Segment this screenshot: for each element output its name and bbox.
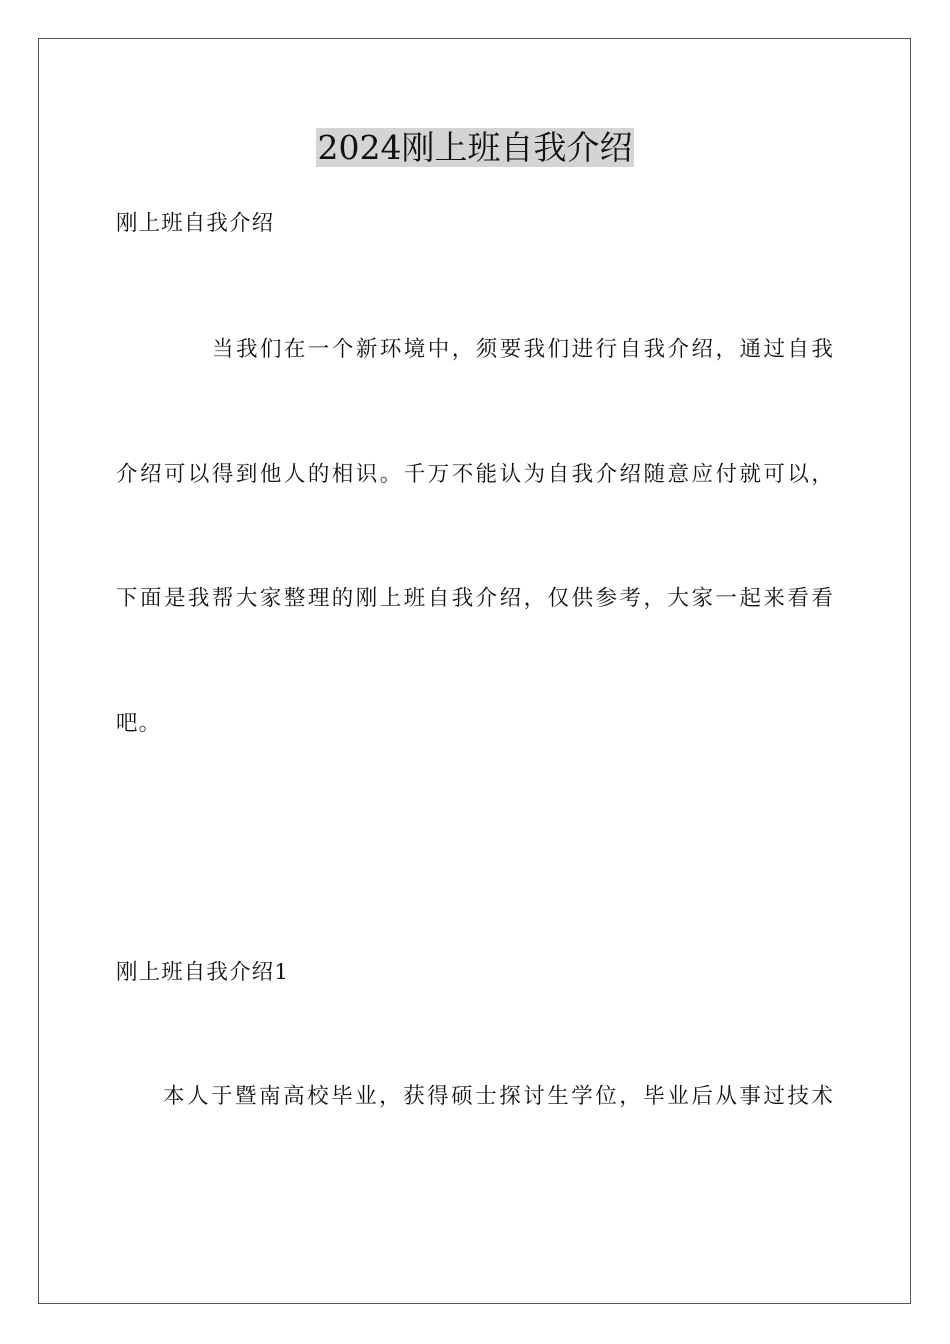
section-heading: 刚上班自我介绍1 bbox=[116, 960, 289, 985]
document-title bbox=[0, 126, 950, 170]
paragraph-line: 下面是我帮大家整理的刚上班自我介绍，仅供参考，大家一起来看看 bbox=[116, 586, 834, 611]
paragraph-line: 介绍可以得到他人的相识。千万不能认为自我介绍随意应付就可以， bbox=[116, 462, 834, 487]
document-subtitle: 刚上班自我介绍 bbox=[116, 211, 275, 236]
paragraph-line: 本人于暨南高校毕业，获得硕士探讨生学位，毕业后从事过技术 bbox=[163, 1084, 834, 1109]
paragraph-line: 当我们在一个新环境中，须要我们进行自我介绍，通过自我 bbox=[212, 337, 834, 362]
paragraph-line: 吧。 bbox=[116, 711, 162, 736]
document-title-text: 2024刚上班自我介绍 bbox=[317, 128, 633, 167]
